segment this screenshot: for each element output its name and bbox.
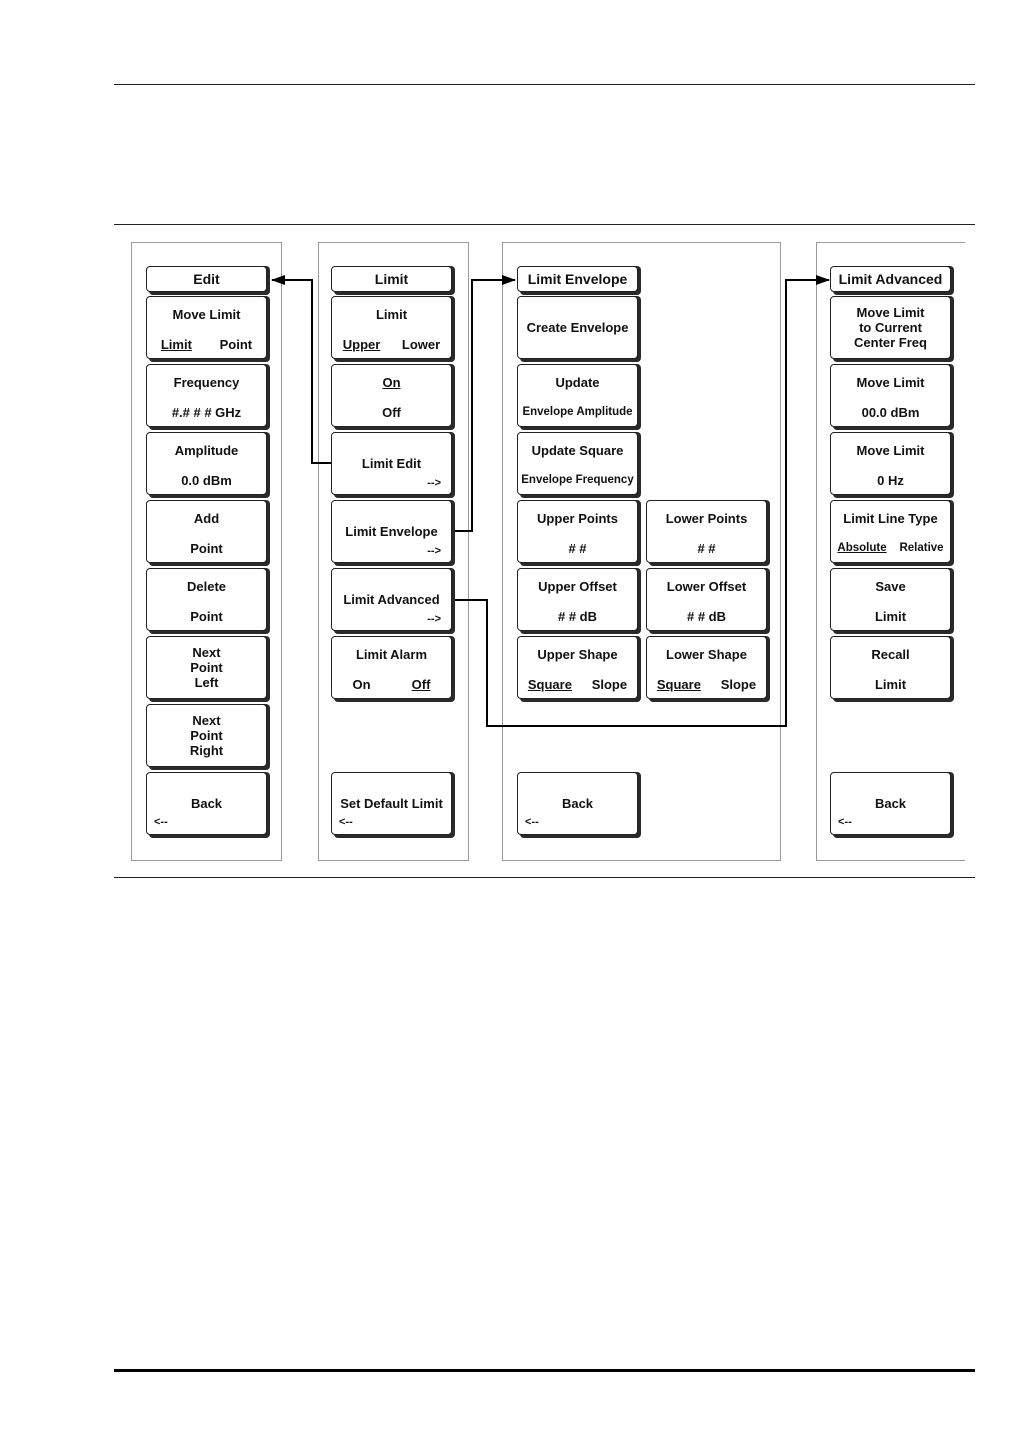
limit-envelope-menu-title <box>517 266 638 292</box>
next-point-left-button[interactable] <box>146 636 267 699</box>
amplitude-button[interactable] <box>146 432 267 495</box>
lower-points-button[interactable] <box>646 500 767 563</box>
add-point-line2: Point <box>190 541 223 556</box>
edit-back-button[interactable] <box>146 772 267 835</box>
limit-envelope-arrow: --> <box>427 545 441 557</box>
limit-alarm-button[interactable] <box>331 636 452 699</box>
limit-on-option: On <box>382 375 401 390</box>
add-point-line1: Add <box>193 511 220 526</box>
next-point-right-button[interactable] <box>146 704 267 767</box>
limit-envelope-button[interactable] <box>331 500 452 563</box>
limit-envelope-connector <box>453 280 515 531</box>
delete-point-button[interactable] <box>146 568 267 631</box>
upper-points-title: Upper Points <box>537 511 618 526</box>
move-dbm-value: 00.0 dBm <box>861 405 920 420</box>
limit-advanced-connector <box>453 280 829 726</box>
next-left-line1: Next <box>192 645 221 660</box>
limit-advanced-menu-title <box>830 266 951 292</box>
envelope-back-label: Back <box>561 796 594 811</box>
lower-shape-slope: Slope <box>720 677 757 692</box>
limit-key-title: Limit <box>375 307 408 322</box>
frequency-button[interactable] <box>146 364 267 427</box>
create-envelope-button[interactable] <box>517 296 638 359</box>
advanced-back-label: Back <box>874 796 907 811</box>
envelope-back-arrow: <-- <box>525 816 539 828</box>
move-center-line1: Move Limit <box>856 305 925 320</box>
add-point-button[interactable] <box>146 500 267 563</box>
next-left-line2: Point <box>190 660 223 675</box>
line-type-absolute: Absolute <box>837 542 887 554</box>
frequency-value: #.# # # GHz <box>171 405 242 420</box>
move-limit-opt-point: Point <box>219 337 253 352</box>
lower-offset-title: Lower Offset <box>666 579 747 594</box>
delete-point-line2: Point <box>190 609 223 624</box>
upper-shape-title: Upper Shape <box>537 647 618 662</box>
lower-offset-value: # # dB <box>686 609 726 624</box>
edit-back-arrow: <-- <box>154 816 168 828</box>
amplitude-value: 0.0 dBm <box>181 473 232 488</box>
lower-shape-title: Lower Shape <box>666 647 747 662</box>
limit-opt-lower: Lower <box>401 337 441 352</box>
next-right-line2: Point <box>190 728 223 743</box>
upper-shape-square: Square <box>527 677 572 692</box>
limit-advanced-button[interactable] <box>331 568 452 631</box>
lower-shape-square: Square <box>656 677 701 692</box>
frequency-title: Frequency <box>173 375 240 390</box>
save-limit-line1: Save <box>875 579 906 594</box>
line-type-title: Limit Line Type <box>843 511 938 526</box>
lower-points-title: Lower Points <box>665 511 748 526</box>
recall-limit-button[interactable] <box>830 636 951 699</box>
limit-menu-title <box>331 266 452 292</box>
edit-menu-title <box>146 266 267 292</box>
limit-off-option: Off <box>382 405 401 420</box>
limit-alarm-title: Limit Alarm <box>355 647 428 662</box>
set-default-limit-label: Set Default Limit <box>340 796 443 811</box>
move-limit-center-button[interactable] <box>830 296 951 359</box>
limit-advanced-label: Limit Advanced <box>343 592 440 607</box>
move-center-line3: Center Freq <box>854 335 927 350</box>
amplitude-title: Amplitude <box>174 443 239 458</box>
update-freq-sub: Envelope Frequency <box>521 474 634 486</box>
edit-back-label: Back <box>190 796 223 811</box>
lower-points-value: # # <box>697 541 716 556</box>
limit-edit-button[interactable] <box>331 432 452 495</box>
update-envelope-amplitude-button[interactable] <box>517 364 638 427</box>
limit-envelope-title-label: Limit Envelope <box>527 270 628 287</box>
move-hz-value: 0 Hz <box>877 473 904 488</box>
line-type-relative: Relative <box>899 542 944 554</box>
move-limit-hz-button[interactable] <box>830 432 951 495</box>
upper-offset-title: Upper Offset <box>538 579 617 594</box>
update-amp-sub: Envelope Amplitude <box>522 406 633 418</box>
update-envelope-frequency-button[interactable] <box>517 432 638 495</box>
set-default-limit-button[interactable] <box>331 772 452 835</box>
limit-edit-arrow: --> <box>427 477 441 489</box>
limit-advanced-arrow: --> <box>427 613 441 625</box>
limit-opt-upper: Upper <box>342 337 381 352</box>
envelope-back-button[interactable] <box>517 772 638 835</box>
create-envelope-label: Create Envelope <box>526 320 629 335</box>
move-dbm-title: Move Limit <box>856 375 925 390</box>
move-limit-button[interactable] <box>146 296 267 359</box>
set-default-back-arrow: <-- <box>339 816 353 828</box>
upper-shape-button[interactable] <box>517 636 638 699</box>
limit-upper-lower-button[interactable] <box>331 296 452 359</box>
upper-points-button[interactable] <box>517 500 638 563</box>
save-limit-button[interactable] <box>830 568 951 631</box>
update-amp-title: Update <box>555 375 600 390</box>
next-right-line3: Right <box>189 743 224 758</box>
limit-title-label: Limit <box>374 270 409 287</box>
limit-on-off-button[interactable] <box>331 364 452 427</box>
recall-limit-line1: Recall <box>871 647 910 662</box>
update-freq-title: Update Square <box>531 443 624 458</box>
move-hz-title: Move Limit <box>856 443 925 458</box>
limit-edit-label: Limit Edit <box>361 456 422 471</box>
edit-title-label: Edit <box>193 270 220 287</box>
limit-alarm-on: On <box>352 677 371 692</box>
upper-points-value: # # <box>568 541 587 556</box>
lower-shape-button[interactable] <box>646 636 767 699</box>
save-limit-line2: Limit <box>874 609 907 624</box>
advanced-back-arrow: <-- <box>838 816 852 828</box>
move-limit-opt-limit: Limit <box>160 337 192 352</box>
move-limit-title: Move Limit <box>172 307 241 322</box>
delete-point-line1: Delete <box>186 579 227 594</box>
limit-advanced-title-label: Limit Advanced <box>838 270 943 287</box>
upper-shape-slope: Slope <box>591 677 628 692</box>
next-left-line3: Left <box>194 675 219 690</box>
advanced-back-button[interactable] <box>830 772 951 835</box>
limit-edit-connector <box>272 280 331 463</box>
upper-offset-button[interactable] <box>517 568 638 631</box>
limit-line-type-button[interactable] <box>830 500 951 563</box>
recall-limit-line2: Limit <box>874 677 907 692</box>
limit-alarm-off: Off <box>411 677 431 692</box>
limit-envelope-label: Limit Envelope <box>345 524 438 539</box>
lower-offset-button[interactable] <box>646 568 767 631</box>
move-center-line2: to Current <box>859 320 922 335</box>
move-limit-dbm-button[interactable] <box>830 364 951 427</box>
next-right-line1: Next <box>192 713 221 728</box>
upper-offset-value: # # dB <box>557 609 597 624</box>
